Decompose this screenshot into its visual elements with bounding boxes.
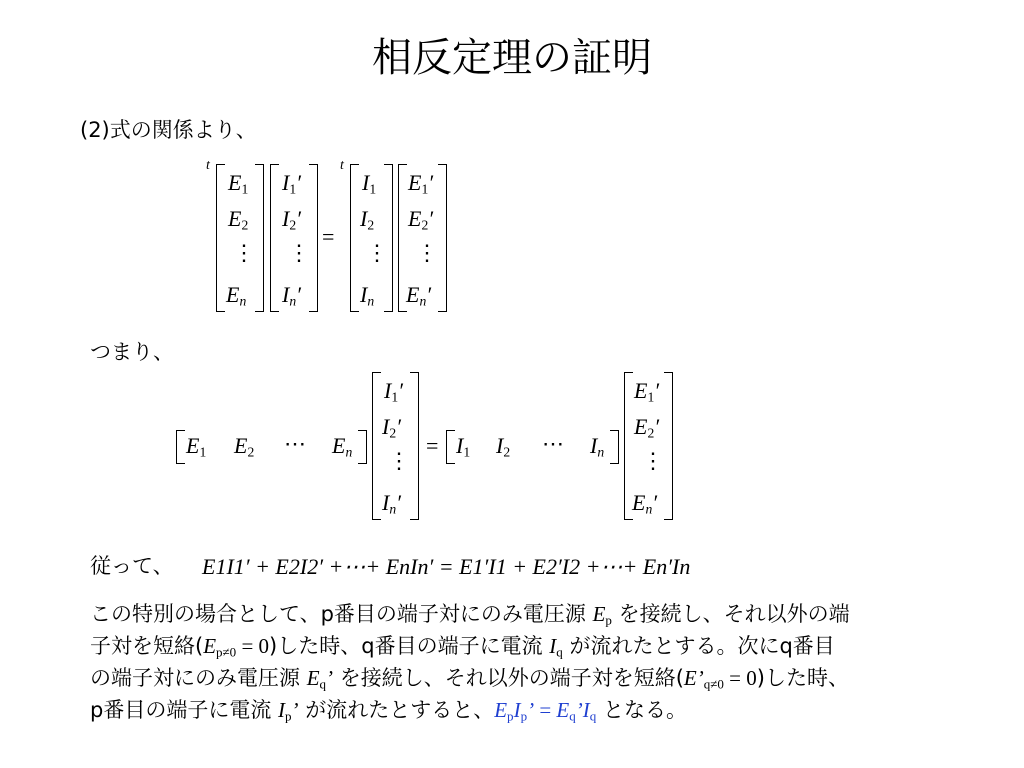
bracket-left	[372, 372, 381, 520]
var-Iq: $I_q$	[549, 634, 563, 660]
p3-text-c: )した時、	[756, 666, 849, 690]
var-E-prime-q-cond: $E’_{q\ne 0}$	[683, 666, 724, 692]
transpose-mark-1: t	[206, 158, 210, 173]
m1-Inp: $I_n'$	[282, 282, 301, 309]
var-Ip-prime: $I_p$’	[278, 698, 299, 724]
bracket-right	[384, 164, 393, 312]
p3-text-b: を接続し、それ以外の端子対を短絡(	[333, 666, 684, 690]
m2-E2p: $E_2'$	[634, 414, 660, 441]
m1-I2p: $I_2'$	[282, 206, 301, 233]
shitagatte-text: 従って、	[90, 554, 174, 578]
m1-E2p: $E_2'$	[408, 206, 434, 233]
m2-Inp: $I_n'$	[382, 490, 401, 517]
m1-vdots: ⋮	[288, 240, 310, 265]
row-bracket-left	[446, 430, 455, 464]
m2-E2: $E_2$	[234, 433, 255, 460]
m1-In: $I_n$	[360, 282, 375, 309]
bracket-right	[664, 372, 673, 520]
p1-text-b: を接続し、それ以外の端	[611, 602, 850, 626]
p4-text-c: となる。	[596, 698, 687, 722]
var-Eq-prime: $E_q$’	[306, 666, 334, 692]
m1-I1p: $I_1'$	[282, 170, 301, 197]
p4-text-b: が流れたとすると、	[298, 698, 495, 722]
m1-vdots: ⋮	[233, 240, 255, 265]
m1-E2: $E_2$	[228, 206, 249, 233]
m2-En: $E_n$	[332, 433, 353, 460]
m1-I2: $I_2$	[360, 206, 375, 233]
bracket-left	[216, 164, 225, 312]
m1-vdots: ⋮	[366, 240, 388, 265]
var-Ep: $E_p$	[592, 602, 612, 628]
m1-E1p: $E_1'$	[408, 170, 434, 197]
m1-vdots: ⋮	[416, 240, 438, 265]
sum-equation: E1I1′ + E2I2′ +⋯+ EnIn′ = E1′I1 + E2′I2 +⋯+ En′In	[202, 554, 691, 579]
bracket-left	[350, 164, 359, 312]
transpose-mark-2: t	[340, 158, 344, 173]
p2-text-b: )した時、q番目の端子に電流	[269, 634, 550, 658]
m2-I2: $I_2$	[496, 433, 511, 460]
p3-text-a: の端子対にのみ電圧源	[90, 666, 307, 690]
m1-E1: $E_1$	[228, 170, 249, 197]
m1-Enp: $E_n'$	[406, 282, 432, 309]
m2-cdots: ⋯	[542, 431, 564, 456]
eq-zero-1: = 0	[236, 634, 270, 658]
p4-text-a: p番目の端子に電流	[90, 698, 279, 722]
row-bracket-right	[358, 430, 367, 464]
tsumari-text: つまり、	[90, 340, 174, 364]
bracket-right	[309, 164, 318, 312]
m1-En: $E_n$	[226, 282, 247, 309]
intro-text: (2)式の関係より、	[80, 118, 257, 142]
m2-Enp: $E_n'$	[632, 490, 658, 517]
p2-text-a: 子対を短絡(	[90, 634, 204, 658]
m2-cdots: ⋯	[284, 431, 306, 456]
var-E-p-cond: $E_{p\ne 0}$	[203, 634, 237, 660]
bracket-right	[438, 164, 447, 312]
paragraph-line-1	[90, 600, 850, 634]
bracket-right	[255, 164, 264, 312]
reciprocity-result: $E_pI_p$’ = $E_q’I_q$	[494, 698, 597, 724]
m2-In: $I_n$	[590, 433, 605, 460]
m1-I1: $I_1$	[362, 170, 377, 197]
p1-text-a: この特別の場合として、p番目の端子対にのみ電圧源	[90, 602, 593, 626]
m2-I2p: $I_2'$	[382, 414, 401, 441]
m2-E1: $E_1$	[186, 433, 207, 460]
m2-I1: $I_1$	[456, 433, 471, 460]
p2-text-c: が流れたとする。次にq番目	[562, 634, 835, 658]
paragraph-line-3	[90, 664, 849, 698]
slide-title: 相反定理の証明	[372, 35, 652, 81]
m2-E1p: $E_1'$	[634, 378, 660, 405]
paragraph-line-4	[90, 696, 687, 730]
bracket-left	[270, 164, 279, 312]
row-bracket-right	[610, 430, 619, 464]
paragraph-line-2	[90, 632, 835, 666]
m2-I1p: $I_1'$	[384, 378, 403, 405]
m1-equals: =	[322, 224, 335, 249]
bracket-right	[410, 372, 419, 520]
m2-vdots: ⋮	[388, 448, 410, 473]
m2-vdots: ⋮	[642, 448, 664, 473]
row-bracket-left	[176, 430, 185, 464]
eq-zero-2: = 0	[723, 666, 757, 690]
m2-equals: =	[426, 433, 439, 458]
